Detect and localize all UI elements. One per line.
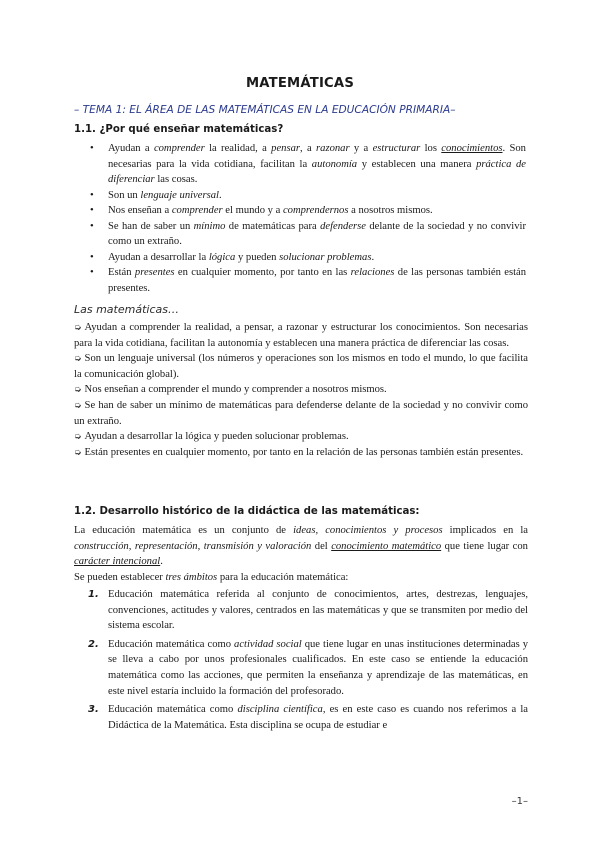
- bullet-dot-icon: •: [90, 189, 94, 201]
- arrow-item: [74, 320, 528, 351]
- bullet-segment: de las personas también están presentes.: [108, 267, 527, 294]
- intro-segment: implicados en la: [442, 525, 529, 536]
- bullet-segment: relaciones: [350, 267, 395, 278]
- item-number: 1.: [88, 589, 99, 600]
- arrow-right-icon: ➭: [74, 399, 82, 410]
- arrow-item-text: Ayudan a desarrollar la lógica y pueden solucionar problemas.: [84, 431, 349, 443]
- bullet-dot-icon: •: [90, 205, 94, 216]
- ambitos-paragraph: [74, 570, 528, 586]
- arrow-item-text: Nos enseñan a comprender el mundo y comprender a nosotros mismos.: [84, 384, 387, 396]
- numbered-segment: actividad social: [234, 638, 302, 650]
- bullet-segment: comprender: [153, 143, 205, 154]
- bullet-segment: los: [420, 143, 442, 154]
- bullet-segment: defenderse: [320, 220, 366, 232]
- numbered-segment: , es en este caso es cuando nos referimos a la Didáctica de la Matemática. Esta disciplina se ocupa de estudiar e: [108, 704, 528, 731]
- bullet-segment: y pueden: [235, 251, 280, 263]
- intro-segment: conocimiento matemático: [331, 540, 442, 552]
- section-heading-1: 1.1. ¿Por qué enseñar matemáticas?: [74, 124, 284, 135]
- bullet-segment: y establecen una manera: [357, 158, 477, 170]
- intro-segment: .: [160, 556, 163, 568]
- bullet-segment: en cualquier momento, por tanto en las: [174, 267, 351, 278]
- section-heading-2: 1.2. Desarrollo histórico de la didáctica de las matemáticas:: [74, 506, 420, 517]
- reasons-bullet-list: [88, 141, 526, 296]
- bullet-segment: razonar: [316, 143, 350, 154]
- numbered-item: [88, 702, 528, 733]
- intro-segment: construcción, representación, transmisión y valoración: [74, 540, 312, 552]
- arrow-right-icon: ➭: [74, 353, 82, 364]
- bullet-segment: lógica: [208, 251, 236, 263]
- bullet-segment: . Son necesarias para la vida cotidiana, facilitan la: [108, 143, 526, 170]
- bullet-dot-icon: •: [90, 251, 94, 263]
- bullet-segment: Se han de saber un: [108, 220, 194, 232]
- bullet-segment: estructurar: [372, 143, 421, 154]
- bullet-segment: Están: [108, 267, 135, 278]
- bullet-dot-icon: •: [90, 220, 94, 232]
- page-number: –1–: [511, 796, 528, 807]
- bullet-segment: .: [218, 189, 222, 201]
- bullet-segment: autonomía: [311, 158, 358, 170]
- bullet-item: [88, 203, 526, 219]
- bullet-segment: Nos enseñan a: [108, 205, 172, 216]
- bullet-segment: conocimientos: [441, 143, 503, 154]
- arrow-item: [74, 445, 528, 461]
- intro-segment: del: [311, 540, 332, 552]
- bullet-segment: Ayudan a: [108, 143, 154, 154]
- bullet-segment: el mundo y a: [222, 205, 283, 216]
- numbered-item: [88, 587, 528, 634]
- bullet-item: [88, 219, 526, 250]
- numbered-segment: que tiene lugar en unas instituciones determinadas y se lleva a cabo por unos profesionales cualificados. En este caso se entiende la educación matemática como las acciones, que permiten la enseñanza y aprendizaje de las matemáticas, en este nivel estaría incluido la formación del profesorado.: [108, 638, 528, 697]
- bullet-segment: solucionar problemas: [279, 251, 372, 263]
- bullet-segment: presentes: [134, 267, 175, 278]
- numbered-list: [88, 587, 528, 736]
- bullet-segment: delante de la sociedad y no convivir como un extraño.: [108, 220, 527, 247]
- arrow-item: [74, 398, 528, 429]
- bullet-segment: y a: [349, 143, 373, 154]
- bullet-item: [88, 265, 526, 296]
- numbered-segment: Educación matemática como: [108, 638, 235, 650]
- numbered-segment: Educación matemática referida al conjunto de conocimientos, artes, destrezas, lenguajes, convenciones, actitudes y valores, centrados en las matemáticas y que se transmiten por medio del sistema escolar.: [108, 589, 528, 632]
- arrow-right-icon: ➭: [74, 384, 82, 395]
- bullet-dot-icon: •: [90, 143, 94, 154]
- bullet-segment: .: [371, 251, 375, 263]
- bullet-segment: mínimo: [193, 220, 226, 232]
- arrow-item-text: Están presentes en cualquier momento, por tanto en la relación de las personas también están presentes.: [84, 446, 524, 458]
- arrow-right-icon: ➭: [74, 431, 82, 442]
- bullet-segment: lenguaje universal: [140, 189, 219, 201]
- intro-segment: ideas, conocimientos y procesos: [293, 525, 443, 536]
- arrow-item-text: Ayudan a comprender la realidad, a pensar, a razonar y estructurar los conocimientos. Son necesarias para la vida cotidiana, facilitan la autonomía y establecen una manera práctica de diferenciar las cosas.: [74, 322, 528, 349]
- bullet-segment: Son un: [108, 189, 141, 201]
- numbered-segment: disciplina científica: [237, 704, 323, 716]
- intro-paragraph: [74, 523, 528, 570]
- item-number: 2.: [88, 638, 99, 650]
- bullet-item: [88, 141, 526, 188]
- arrow-list: [74, 320, 528, 460]
- bullet-segment: comprender: [171, 205, 223, 216]
- bullet-segment: práctica de diferenciar: [108, 158, 526, 185]
- bullet-item: [88, 250, 526, 266]
- bullet-segment: pensar: [271, 143, 301, 154]
- arrow-item: [74, 429, 528, 445]
- arrow-item-text: Se han de saber un mínimo de matemáticas para defenderse delante de la sociedad y no convivir como un extraño.: [74, 399, 528, 427]
- item-number: 3.: [88, 704, 99, 716]
- page-title: MATEMÁTICAS: [245, 76, 355, 91]
- bullet-segment: de matemáticas para: [225, 220, 321, 232]
- intro-segment: que tiene lugar con: [441, 540, 528, 552]
- ambitos-segment: Se pueden establecer: [74, 572, 166, 583]
- bullet-segment: la realidad, a: [204, 143, 272, 154]
- intro-segment: La educación matemática es un conjunto de: [74, 525, 294, 536]
- bullet-segment: a nosotros mismos.: [348, 205, 433, 216]
- bullet-dot-icon: •: [90, 267, 94, 278]
- numbered-segment: Educación matemática como: [108, 704, 238, 716]
- bullet-segment: Ayudan a desarrollar la: [108, 251, 209, 263]
- arrow-right-icon: ➭: [74, 446, 82, 457]
- arrow-item: [74, 382, 528, 398]
- intro-segment: carácter intencional: [74, 556, 161, 568]
- bullet-segment: comprendernos: [282, 205, 349, 216]
- numbered-item: [88, 637, 528, 699]
- arrow-right-icon: ➭: [74, 322, 82, 332]
- arrow-item: [74, 351, 528, 382]
- ambitos-segment: para la educación matemática:: [217, 572, 349, 583]
- subheading: Las matemáticas…: [74, 303, 179, 316]
- bullet-segment: , a: [300, 143, 317, 154]
- unit-heading: – TEMA 1: EL ÁREA DE LAS MATEMÁTICAS EN LA EDUCACIÓN PRIMARIA–: [74, 104, 456, 116]
- bullet-item: [88, 188, 526, 204]
- bullet-segment: las cosas.: [154, 174, 198, 185]
- ambitos-segment: tres ámbitos: [165, 572, 218, 583]
- arrow-item-text: Son un lenguaje universal (los números y operaciones son los mismos en todo el mundo, lo que facilita la comunicación global).: [74, 353, 528, 380]
